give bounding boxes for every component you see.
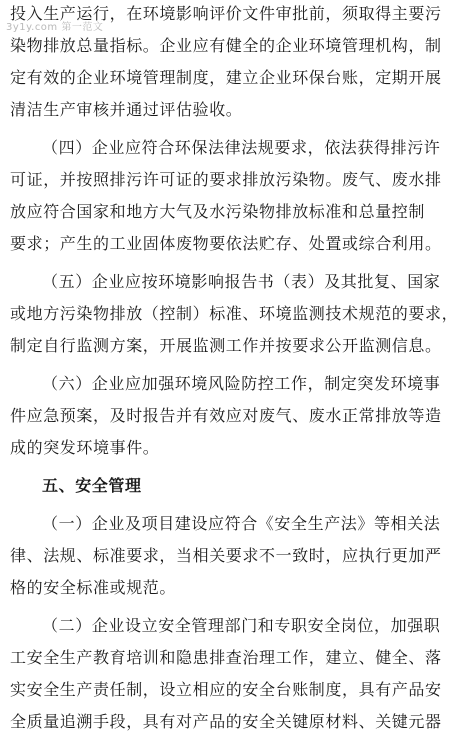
text-line: （一）企业及项目建设应符合《安全生产法》等相关法	[42, 514, 441, 533]
text-line: 律、法规、标准要求，当相关要求不一致时，应执行更加严	[10, 546, 442, 565]
text-line: 格的安全标准或规范。	[10, 578, 177, 597]
text-line: 放应符合国家和地方大气及水污染物排放标准和总量控制	[10, 202, 426, 221]
text-line: 制定自行监测方案，开展监测工作并按要求公开监测信息。	[10, 336, 442, 355]
text-line: 成的突发环境事件。	[10, 438, 160, 457]
section-heading: 五、安全管理	[42, 476, 142, 495]
text-line: 要求；产生的工业固体废物要依法贮存、处置或综合利用。	[10, 234, 442, 253]
text-line: 全质量追溯手段，具有对产品的安全关键原材料、关键元器	[10, 712, 442, 731]
text-line: 清洁生产审核并通过评估验收。	[10, 100, 243, 119]
text-line: 染物排放总量指标。企业应有健全的企业环境管理机构，制	[10, 36, 442, 55]
text-line: 可证，并按照排污许可证的要求排放污染物。废气、废水排	[10, 170, 442, 189]
text-line: （二）企业设立安全管理部门和专职安全岗位，加强职	[42, 616, 441, 635]
text-line: （四）企业应符合环保法律法规要求，依法获得排污许	[42, 138, 441, 157]
watermark: 3y1y.com 第一范文	[6, 22, 104, 33]
text-line: 或地方污染物排放（控制）标准、环境监测技术规范的要求，	[10, 304, 458, 323]
text-line: 投入生产运行，在环境影响评价文件审批前，须取得主要污	[10, 4, 442, 23]
text-line: 实安全生产责任制，设立相应的安全台账制度，具有产品安	[10, 680, 442, 699]
text-line: 工安全生产教育培训和隐患排查治理工作，建立、健全、落	[10, 648, 442, 667]
text-line: （六）企业应加强环境风险防控工作，制定突发环境事	[42, 374, 441, 393]
text-line: （五）企业应按环境影响报告书（表）及其批复、国家	[42, 272, 441, 291]
text-line: 定有效的企业环境管理制度，建立企业环保台账，定期开展	[10, 68, 442, 87]
text-line: 件应急预案，及时报告并有效应对废气、废水正常排放等造	[10, 406, 442, 425]
